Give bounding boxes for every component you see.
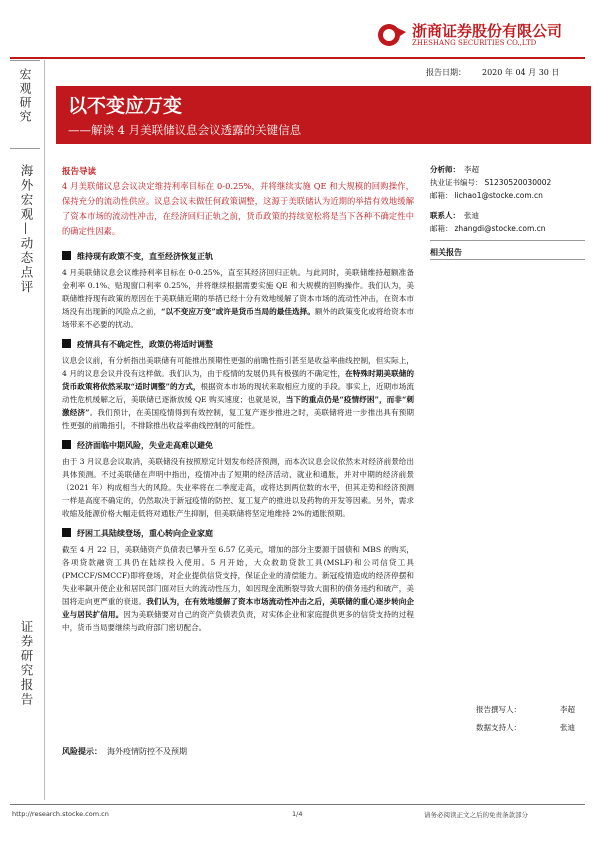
section-paragraph	[62, 543, 414, 634]
report-title: 以不变应万变	[68, 95, 183, 117]
sidebar-category: 宏观研究	[18, 68, 32, 124]
sidebar-border-top	[10, 60, 40, 61]
writer-name: 李超	[560, 705, 575, 714]
footer-url[interactable]: http://research.stocke.com.cn	[12, 810, 109, 818]
license-label: 执业证书编号：	[430, 178, 483, 187]
analyst-label: 分析师：	[430, 165, 460, 174]
section-heading	[62, 251, 414, 262]
analyst-block	[430, 164, 590, 236]
report-date: 2020 年 04 月 30 日	[482, 68, 560, 77]
related-divider	[430, 259, 585, 260]
section	[62, 339, 414, 432]
related-reports-heading: 相关报告	[430, 248, 462, 257]
contact-email-label: 邮箱：	[430, 224, 453, 233]
sidebar-type: 证券研究报告	[19, 620, 34, 707]
data-support-name: 张迪	[560, 723, 575, 732]
sidebar-divider	[10, 148, 40, 149]
contact-email[interactable]: zhangdi@stocke.com.cn	[454, 224, 546, 233]
section-heading-text: 经济面临中期风险，失业走高难以避免	[77, 441, 213, 450]
analyst-divider	[430, 240, 585, 241]
section-bullet-icon	[62, 251, 71, 260]
section-paragraph	[62, 354, 414, 432]
company-logo	[376, 20, 410, 50]
logo-mark-icon	[376, 20, 410, 50]
writer-label: 报告撰写人：	[476, 705, 521, 714]
company-name-en: ZHESHANG SECURITIES CO.,LTD	[412, 39, 537, 47]
section-heading-text: 纾困工具陆续登场，重心转向企业家庭	[77, 529, 213, 538]
body-text: 由于 3 月议息会议取消，美联储没有按照原定计划发布经济预测，而本次议息会议依然未对经济前景给出具体预测。不过美联储在声明中指出，疫情冲击了短期的经济活动、就业和通胀，并对中期的经济前景（2021 年）构成相当大的风险。失业率将在二季度走高，或将达到两位数的水平，但其走势和经济预测一样是高度不确定的，仍然取决于新冠疫情的防控、复工复产的推进以及药物的开发等因素。另外，需求收缩及能源价格大幅走低将对通胀产生抑制，但美联储将坚定地维持 2%的通胀预期。	[62, 457, 414, 518]
summary-heading: 报告导读	[62, 167, 97, 177]
section	[62, 440, 414, 520]
section-bullet-icon	[62, 339, 71, 348]
contact-name: 张迪	[464, 211, 479, 220]
section-bullet-icon	[62, 440, 71, 449]
section-heading	[62, 440, 414, 451]
section-paragraph	[62, 266, 414, 331]
report-date-label: 报告日期：	[426, 68, 466, 77]
header-rule	[10, 57, 585, 59]
footer-rule	[10, 804, 585, 805]
body-text: 根据资本市场的现状来取相应力度的手段。事实上，近期市场流动性危机缓解之后，美联储已逐渐放缓 QE 购买速度；也就是说，	[62, 382, 414, 404]
sidebar-series: 海外宏观—动态点评	[19, 164, 34, 295]
contact-label: 联系人：	[430, 211, 460, 220]
license-number: S1230520030002	[484, 178, 552, 187]
emphasis-text: 在特殊时期美联储的货币政策将依然采取“适时调整”的方式，	[62, 369, 414, 391]
section-heading-text: 维持现有政策不变，直至经济恢复正轨	[77, 252, 213, 261]
emphasis-text: 我们认为，在有效地缓解了资本市场流动性冲击之后，美联储的重心逐步转向企业与居民扩信用。	[62, 597, 414, 619]
section	[62, 528, 414, 634]
body-text: 。我们预计，在美国疫情得到有效控制，复工复产逐步推进之时，美联储将进一步推出具有预期性更强的前瞻指引，不排除推出收益率曲线控制的可能性。	[62, 408, 414, 430]
section-heading-text: 疫情具有不确定性，政策仍将适时调整	[77, 340, 213, 349]
section	[62, 251, 414, 331]
footer-disclaimer: 请务必阅读正文之后的免责条款部分	[424, 811, 528, 819]
analyst-email[interactable]: lichao1@stocke.com.cn	[454, 191, 543, 200]
section-bullet-icon	[62, 528, 71, 537]
data-support-label: 数据支持人：	[476, 723, 521, 732]
risk-text: 海外疫情防控不及预期	[107, 747, 187, 756]
sidebar-vertical-line	[44, 60, 45, 800]
body-text: 截至 4 月 22 日，美联储资产负债表已攀升至 6.57 亿美元，增加的部分主要源于国债和 MBS 的购买，各项贷款融资工具仍在陆续投入使用。5 月开始，大众救助贷款工具(MSLF)和公司信贷工具(PMCCF/SMCCF)即将登场，对企业提供信贷支持，保证企业的清偿能力。新冠疫情造成的经济停摆和失业率飙升使企业和居民部门面对巨大的流动性压力，如因现金流断裂导致大面积的债务违约和破产，美国将走向更严重的衰退。	[62, 545, 414, 606]
emphasis-text: “以不变应万变”或许是货币当局的最佳选择。	[161, 307, 315, 316]
company-name-cn: 浙商证券股份有限公司	[412, 22, 563, 40]
body-text: 因为美联储要对自己的资产负债表负责，对实体企业和家庭提供更多的信贷支持的过程中，货币当局要继续与政府部门密切配合。	[62, 610, 415, 632]
section-heading	[62, 339, 414, 350]
section-paragraph	[62, 455, 414, 520]
body-text: 4 月美联储议息会议维持利率目标在 0-0.25%，直至其经济回归正轨。与此同时，美联储维持超额准备金利率 0.1%、贴现窗口利率 0.25%，并将继续根据需要实施 QE 和大规模的回购操作。我们认为，美联储维持现有政策的原因在于美联储近期的举措已经十分有效地缓解了资本市场的流动性冲击，在资本市场没有出现新的风险点之前，	[62, 268, 414, 316]
body-text: 额外的政策变化或将给资本市场带来不必要的扰动。	[62, 307, 415, 329]
summary-text: 4 月美联储议息会议决定维持利率目标在 0-0.25%，并将继续实施 QE 和大规模的回购操作，保持充分的流动性供应。议息会议未做任何政策调整，这源于美联储认为近期的举措有效地缓解了资本市场的流动性冲击，在经济回归正轨之前，货币政策的持续宽松将是当下各种不确定性中的确定性因素。	[62, 181, 414, 236]
body-text: 议息会议前，有分析指出美联储有可能推出预期性更强的前瞻性指引甚至是收益率曲线控制，但实际上，4 月的议息会议并没有这样做。我们认为，由于疫情的发展仍具有极强的不确定性，	[62, 356, 414, 378]
section-heading	[62, 528, 414, 539]
emphasis-text: 当下的重点仍是“疫情纾困”，而非“刺激经济”	[62, 395, 414, 417]
risk-label: 风险提示：	[62, 747, 102, 756]
report-subtitle: ——解读 4 月美联储议息会议透露的关键信息	[68, 123, 302, 137]
page-number: 1/4	[292, 810, 303, 818]
sections-container	[62, 249, 414, 642]
analyst-name: 李超	[464, 165, 479, 174]
email-label: 邮箱：	[430, 191, 453, 200]
